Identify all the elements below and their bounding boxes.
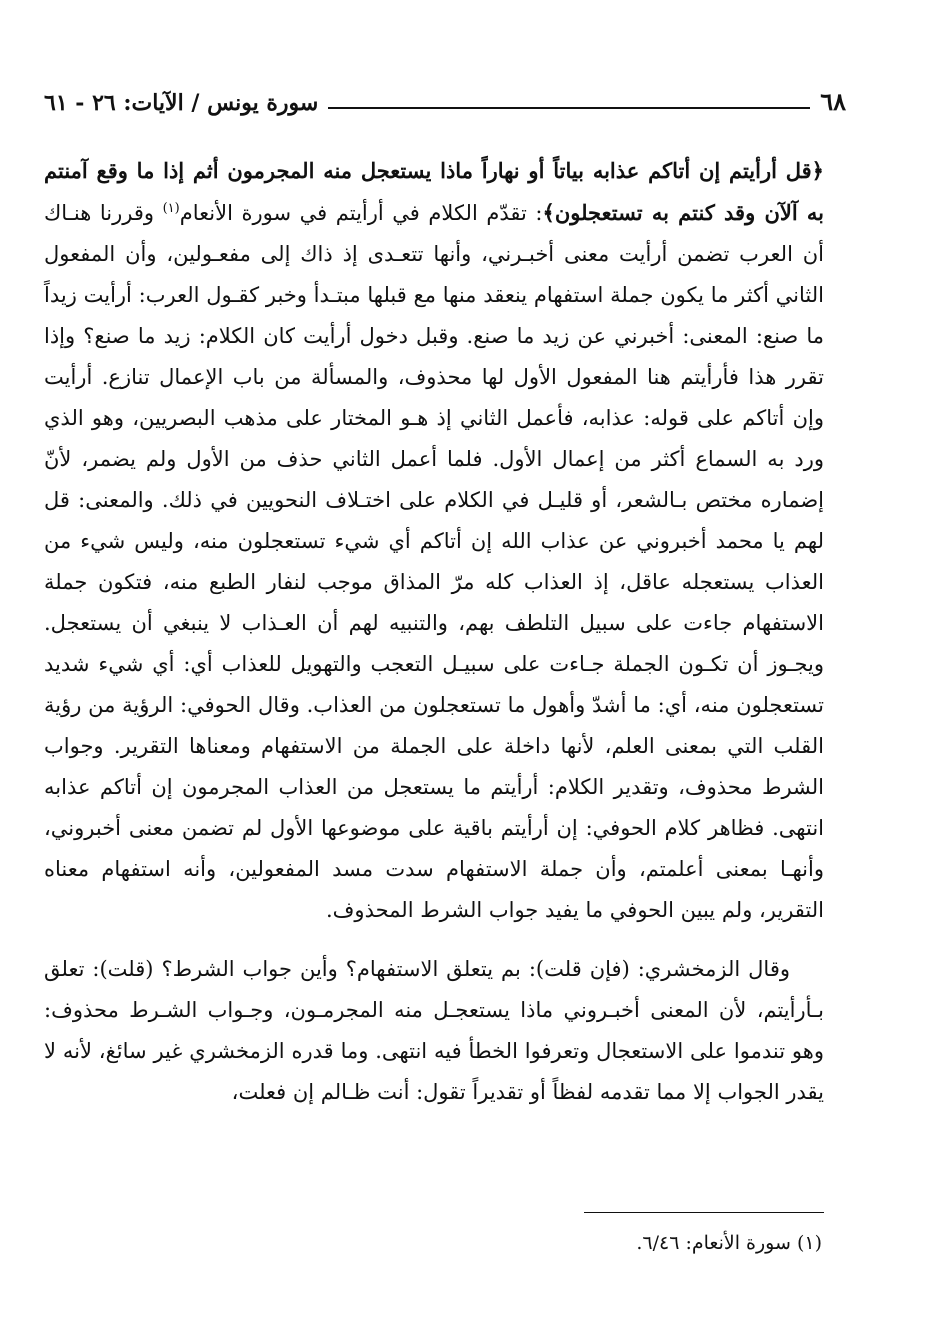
quranic-verse: ﴿قل أرأيتم إن أتاكم عذابه بياتاً أو نهاراً ماذا يستعجل منه المجرمون أثم إذا ما وقع آمنتم به آلآن وقد كنتم به تستعجلون﴾ [44,158,824,225]
footnote: (١) سورة الأنعام: ٦/٤٦. [636,1232,822,1254]
paragraph-1 [44,150,824,931]
header-rule [328,107,810,109]
main-text [44,150,824,1113]
page-number: ٦٨ [820,87,846,116]
running-title: سورة يونس / الآيات: ٢٦ - ٦١ [44,90,319,116]
paragraph-2: وقال الزمخشري: (فإن قلت): بم يتعلق الاستفهام؟ وأين جواب الشرط؟ (قلت): تعلق بـأرأيتم، لأن المعنى أخبـروني ماذا يستعجـل منه المجرمـون، وجـواب الشـرط محذوف: وهو تندموا على الاستعجال وتعرفوا الخطأ فيه انتهى. وما قدره الزمخشري غير سائغ، لأنه لا يقدر الجواب إلا مما تقدمه لفظاً أو تقديراً تقول: أنت ظـالم إن فعلت، [44,957,824,1104]
paragraph-1-intro: : تقدّم الكلام في أرأيتم في سورة الأنعام [179,201,543,225]
page-header [44,78,846,118]
paragraph-1-rest: وقررنا هنـاك أن العرب تضمن أرأيت معنى أخبـرني، وأنها تتعـدى إذ ذاك إلى مفعـولين، وأن المفعول الثاني أكثر ما يكون جملة استفهام ينعقد منها مع قبلها مبتـدأ وخبر كقـول العرب: أرأيت زيداً ما صنع: المعنى: أخبرني عن زيد ما صنع. وقبل دخول أرأيت كان الكلام: زيد ما صنع؟ وإذا تقرر هذا فأرأيتم هنا المفعول الأول لها محذوف، والمسألة من باب الإعمال تنازع. أرأيت وإن أتاكم على قوله: عذابه، فأعمل الثاني إذ هـو المختار على مذهب البصريين، وهو الذي ورد به السماع أكثر من إعمال الأول. فلما أعمل الثاني حذف من الأول ولم يضمر، لأنّ إضماره مختص بـالشعر، أو قليـل في الكلام على اختـلاف النحويين في ذلك. والمعنى: قل لهم يا محمد أخبروني عن عذاب الله إن أتاكم أي شيء تستعجلون منه، وليس شيء من العذاب يستعجله عاقل، إذ العذاب كله مرّ المذاق موجب لنفار الطبع منه، فتكون جملة الاستفهام جاءت على سبيل التلطف بهم، والتنبيه لهم أن العـذاب لا ينبغي أن يستعجل. ويجـوز أن تكـون الجملة جـاءت على سبيـل التعجب والتهويل للعذاب أي: أي شيء شديد تستعجلون منه، أي: ما أشدّ وأهول ما تستعجلون من العذاب. وقال الحوفي: الرؤية من رؤية القلب التي بمعنى العلم، لأنها داخلة على الجملة من الاستفهام ومعناها التقرير. وجواب الشرط محذوف، وتقدير الكلام: أرأيتم ما يستعجل من العذاب المجرمون إن أتاكم عذابه انتهى. فظاهر كلام الحوفي: إن أرأيتم باقية على موضوعها الأول لم تضمن معنى أخبروني، وأنهـا بمعنى أعلمتم، وأن جملة الاستفهام سدت مسد المفعولين، وأنه استفهام معناه التقرير، ولم يبين الحوفي ما يفيد جواب الشرط المحذوف. [44,201,824,922]
footnote-marker: (١) [162,201,180,216]
footnote-divider [584,1212,824,1213]
